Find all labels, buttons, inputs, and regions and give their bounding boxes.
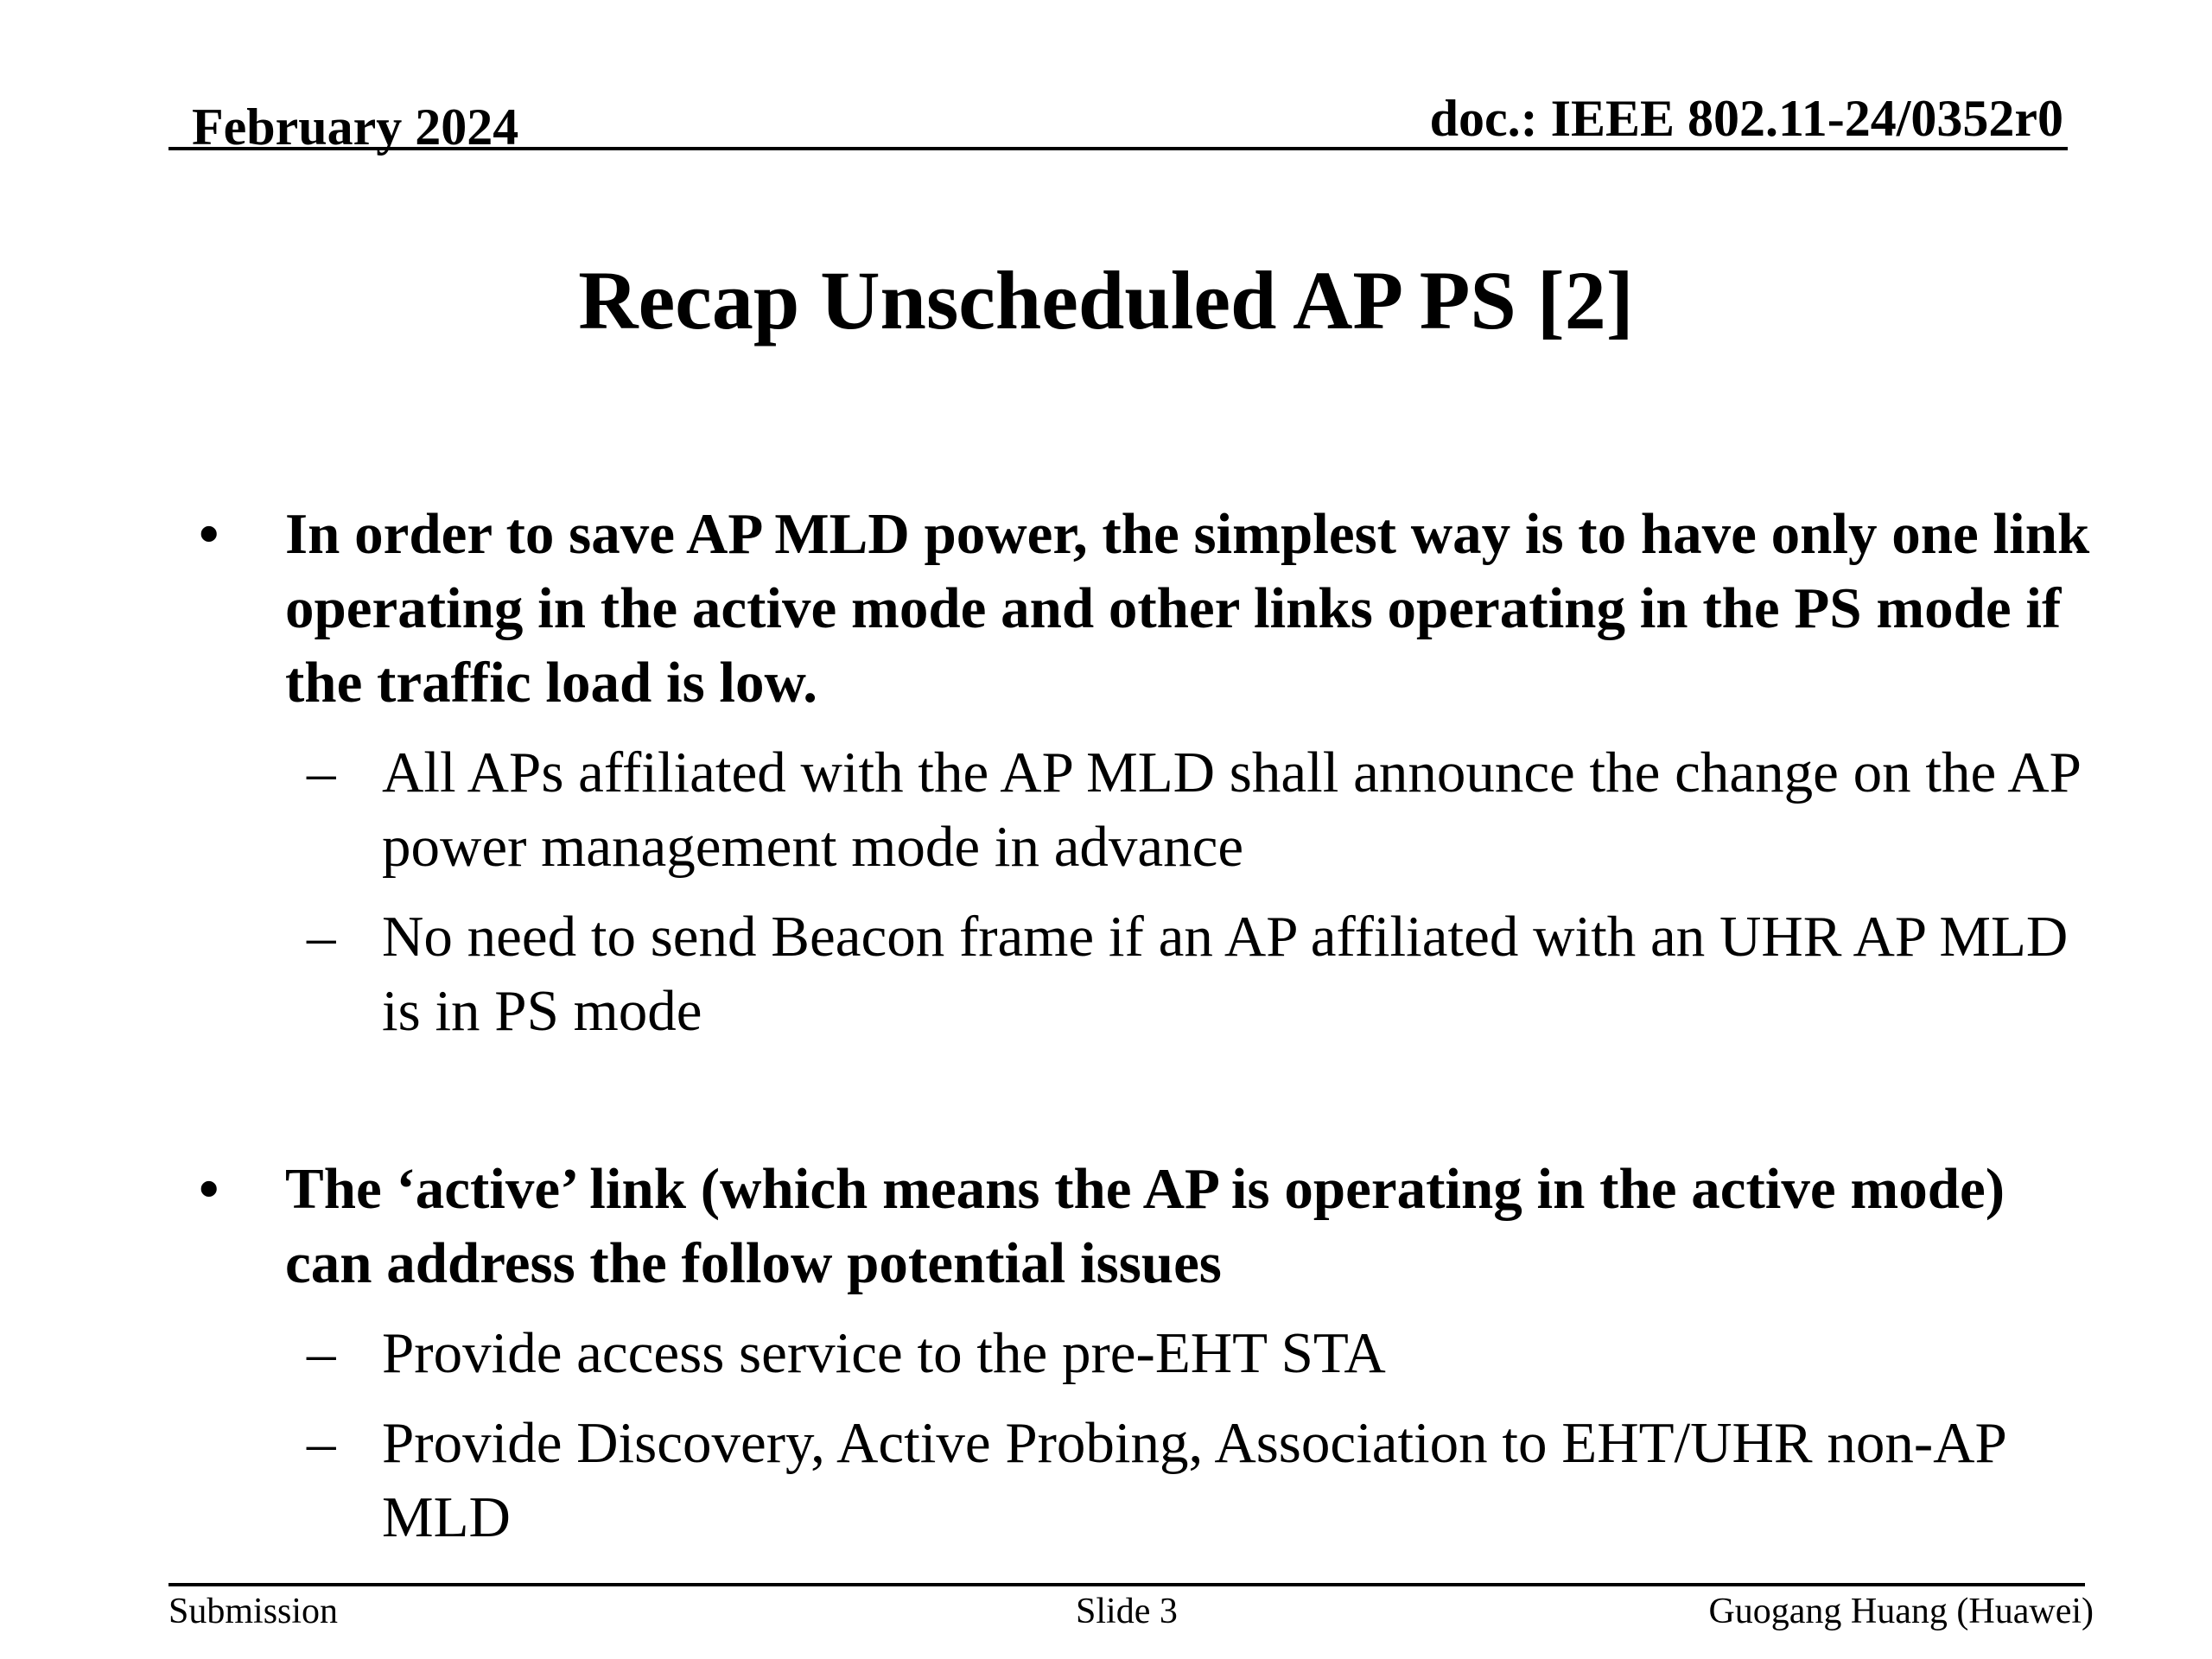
bullet-item (190, 497, 2091, 720)
sub-bullet-marker: – (307, 1411, 336, 1475)
sub-bullet-text: All APs affiliated with the AP MLD shall announce the change on the AP power management mode in advance (382, 741, 2080, 879)
slide-title: Recap Unscheduled AP PS [2] (578, 254, 1634, 346)
header-date: February 2024 (192, 99, 519, 156)
sub-bullet-marker: – (307, 741, 336, 804)
sub-bullet-item (190, 1316, 2091, 1390)
footer-divider (168, 1583, 2085, 1586)
sub-bullet-item (190, 1406, 2091, 1554)
slide-body (190, 497, 2091, 1554)
sub-bullet-text: Provide access service to the pre-EHT STA (382, 1321, 1386, 1385)
footer-submission: Submission (168, 1592, 339, 1631)
header-divider (168, 147, 2068, 150)
bullet-item (190, 1152, 2091, 1300)
footer-author: Guogang Huang (Huawei) (1708, 1592, 2094, 1631)
sub-bullet-item (190, 899, 2091, 1048)
sub-bullet-item (190, 735, 2091, 884)
bullet-marker: • (199, 1157, 219, 1221)
bullet-text: The ‘active’ link (which means the AP is operating in the active mode) can address the follow potential issues (285, 1157, 2005, 1295)
sub-bullet-text: Provide Discovery, Active Probing, Association to EHT/UHR non-AP MLD (382, 1411, 2005, 1549)
sub-bullet-text: No need to send Beacon frame if an AP affiliated with an UHR AP MLD is in PS mode (382, 905, 2069, 1043)
header-doc-id: doc.: IEEE 802.11-24/0352r0 (1429, 90, 2063, 147)
sub-bullet-marker: – (307, 905, 336, 969)
bullet-text: In order to save AP MLD power, the simplest way is to have only one link operating in the active mode and other links operating in the PS mode if the traffic load is low. (285, 502, 2090, 715)
sub-bullet-marker: – (307, 1321, 336, 1385)
footer-slide-number: Slide 3 (1076, 1592, 1178, 1631)
bullet-marker: • (199, 502, 219, 566)
